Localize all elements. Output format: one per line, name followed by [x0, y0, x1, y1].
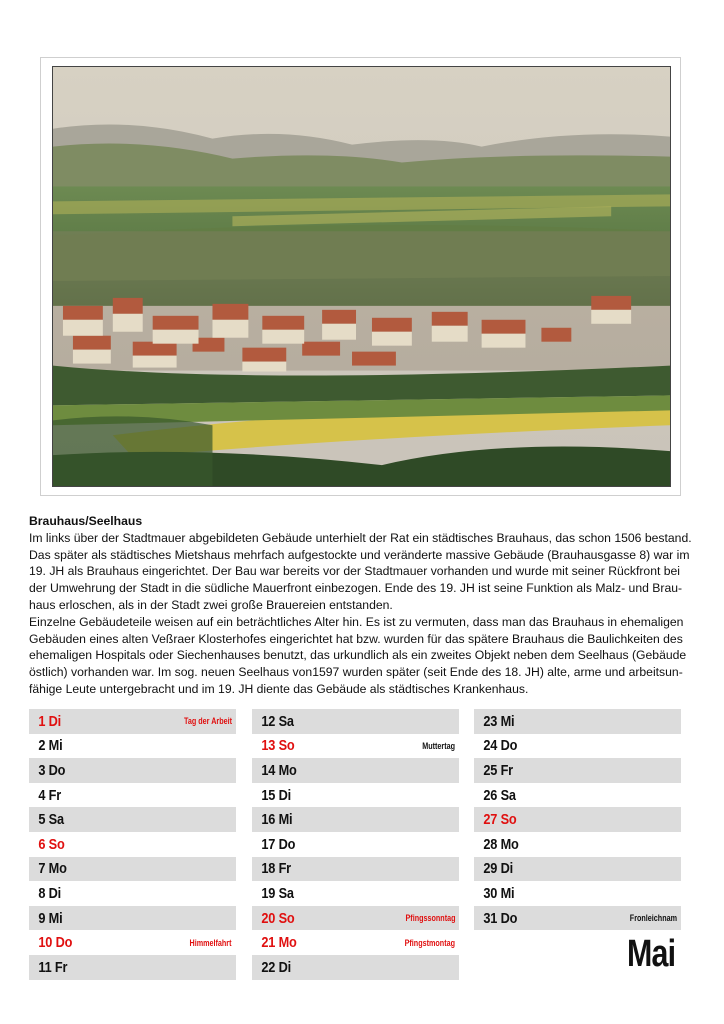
- month-label: Mai: [627, 933, 676, 975]
- calendar-day-row: [252, 881, 459, 906]
- calendar-day-label: 20 So: [261, 909, 295, 927]
- calendar-day-label: 18 Fr: [261, 860, 291, 878]
- holiday-note: Pfingstmontag: [404, 937, 455, 948]
- article-line: östlich) vorhanden war. Im sog. neuen Seelhaus von1597 wurden später (seit Ende des 18. JH) alte, arme und arbeitsun-: [29, 665, 683, 680]
- article-line: 19. JH als Brauhaus eingerichtet. Der Bau war bereits vor der Stadtmauer vorhanden und wurde mit seiner Rückfront bei: [29, 564, 681, 579]
- calendar-day-label: 30 Mi: [483, 884, 515, 902]
- calendar-day-row: [29, 783, 236, 808]
- holiday-note: Fronleichnam: [629, 913, 677, 924]
- calendar-day-label: 25 Fr: [483, 761, 513, 779]
- holiday-note: Pfingssonntag: [405, 913, 455, 924]
- calendar-day-label: 19 Sa: [261, 884, 294, 902]
- calendar-day-row: [252, 930, 459, 955]
- calendar-day-label: 14 Mo: [261, 761, 297, 779]
- calendar-day-label: 24 Do: [483, 737, 518, 755]
- calendar-day-label: 27 So: [483, 811, 517, 829]
- calendar-day-label: 5 Sa: [38, 811, 64, 829]
- holiday-note: Muttertag: [422, 740, 455, 751]
- calendar-day-label: 9 Mi: [38, 909, 63, 927]
- calendar-day-row: [474, 832, 681, 857]
- calendar-day-row: [474, 734, 681, 759]
- calendar-day-label: 23 Mi: [483, 712, 515, 730]
- article: [29, 513, 701, 698]
- calendar-day-row: [29, 955, 236, 980]
- calendar-day-label: 1 Di: [38, 712, 62, 730]
- article-body: [29, 530, 701, 698]
- calendar-day-row: [474, 783, 681, 808]
- calendar-day-label: 12 Sa: [261, 712, 294, 730]
- calendar-day-label: 29 Di: [483, 860, 513, 878]
- calendar-day-label: 17 Do: [261, 835, 296, 853]
- calendar-day-row: [474, 758, 681, 783]
- article-line: Im links über der Stadtmauer abgebildeten Gebäude unterhielt der Rat ein städtisches Brauhaus, das schon 1506 bestand.: [29, 530, 692, 545]
- calendar-day-label: 16 Mi: [261, 811, 293, 829]
- calendar-day-label: 11 Fr: [38, 958, 68, 976]
- calendar-day-row: [29, 881, 236, 906]
- calendar-day-row: [474, 807, 681, 832]
- article-title: Brauhaus/Seelhaus: [29, 514, 143, 528]
- calendar-day-row: [474, 881, 681, 906]
- calendar-day-row: [29, 807, 236, 832]
- calendar-day-row: [252, 709, 459, 734]
- calendar-day-row: [29, 906, 236, 931]
- holiday-note: Tag der Arbeit: [183, 716, 232, 727]
- calendar-day-row: [252, 783, 459, 808]
- town-panorama-illustration: [53, 67, 670, 486]
- calendar-day-row: [29, 758, 236, 783]
- photo-frame: [40, 57, 681, 496]
- calendar-day-label: 3 Do: [38, 761, 66, 779]
- calendar-day-label: 6 So: [38, 835, 65, 853]
- calendar-day-label: 22 Di: [261, 958, 291, 976]
- calendar-day-label: 31 Do: [483, 909, 518, 927]
- calendar-day-row: [252, 734, 459, 759]
- calendar-day-label: 8 Di: [38, 884, 62, 902]
- calendar-day-label: 2 Mi: [38, 737, 63, 755]
- calendar-day-row: [29, 857, 236, 882]
- article-line: ehemaligen Hospitals oder Siechenhauses benutzt, das urkundlich als ein zweites Objekt neben dem Seelhaus (Gebäude: [29, 648, 687, 663]
- calendar-day-row: [252, 832, 459, 857]
- town-panorama-photo: [52, 66, 671, 487]
- calendar-day-label: 26 Sa: [483, 786, 516, 804]
- calendar-column-2: [252, 709, 459, 980]
- calendar-day-label: 13 So: [261, 737, 295, 755]
- calendar-column-1: [29, 709, 236, 980]
- calendar-day-label: 15 Di: [261, 786, 291, 804]
- holiday-note: Himmelfahrt: [189, 937, 232, 948]
- calendar-day-row: [29, 930, 236, 955]
- article-line: Einzelne Gebäudeteile weisen auf ein beträchtliches Alter hin. Es ist zu vermuten, dass man das Brauhaus in ehemaligen: [29, 614, 684, 629]
- calendar-day-row: [474, 709, 681, 734]
- calendar-day-row: [252, 857, 459, 882]
- calendar-day-row: [252, 906, 459, 931]
- calendar-day-row: [29, 709, 236, 734]
- calendar-day-row: [29, 832, 236, 857]
- article-line: Das später als städtisches Mietshaus mehrfach aufgestockte und veränderte massive Gebäude (Brauhausgasse 8) war im: [29, 547, 690, 562]
- calendar-day-row: [252, 807, 459, 832]
- calendar-day-row: [29, 734, 236, 759]
- calendar-day-row: [252, 758, 459, 783]
- calendar-day-label: 21 Mo: [261, 934, 297, 952]
- calendar-day-row: [252, 955, 459, 980]
- calendar-column-3: [474, 709, 681, 930]
- calendar-day-row: [474, 857, 681, 882]
- article-line: fähige Leute untergebracht und im 19. JH diente das Gebäude als städtisches Krankenhaus.: [29, 681, 529, 696]
- calendar-day-label: 10 Do: [38, 934, 73, 952]
- calendar-day-label: 4 Fr: [38, 786, 62, 804]
- article-line: Gebäuden eines alten Veßraer Klosterhofes eingerichtet hat bzw. wurden für das spätere Brauhaus die Baulichkeiten des: [29, 631, 683, 646]
- calendar-day-label: 28 Mo: [483, 835, 519, 853]
- article-line: haus erloschen, als in der Stadt zwei große Brauereien entstanden.: [29, 597, 393, 612]
- calendar-day-row: [474, 906, 681, 931]
- calendar-day-label: 7 Mo: [38, 860, 67, 878]
- article-line: der Umwehrung der Stadt in die südliche Mauerfront einbezogen. Ende des 19. JH ist seine Funktion als Malz- und Brau-: [29, 581, 683, 596]
